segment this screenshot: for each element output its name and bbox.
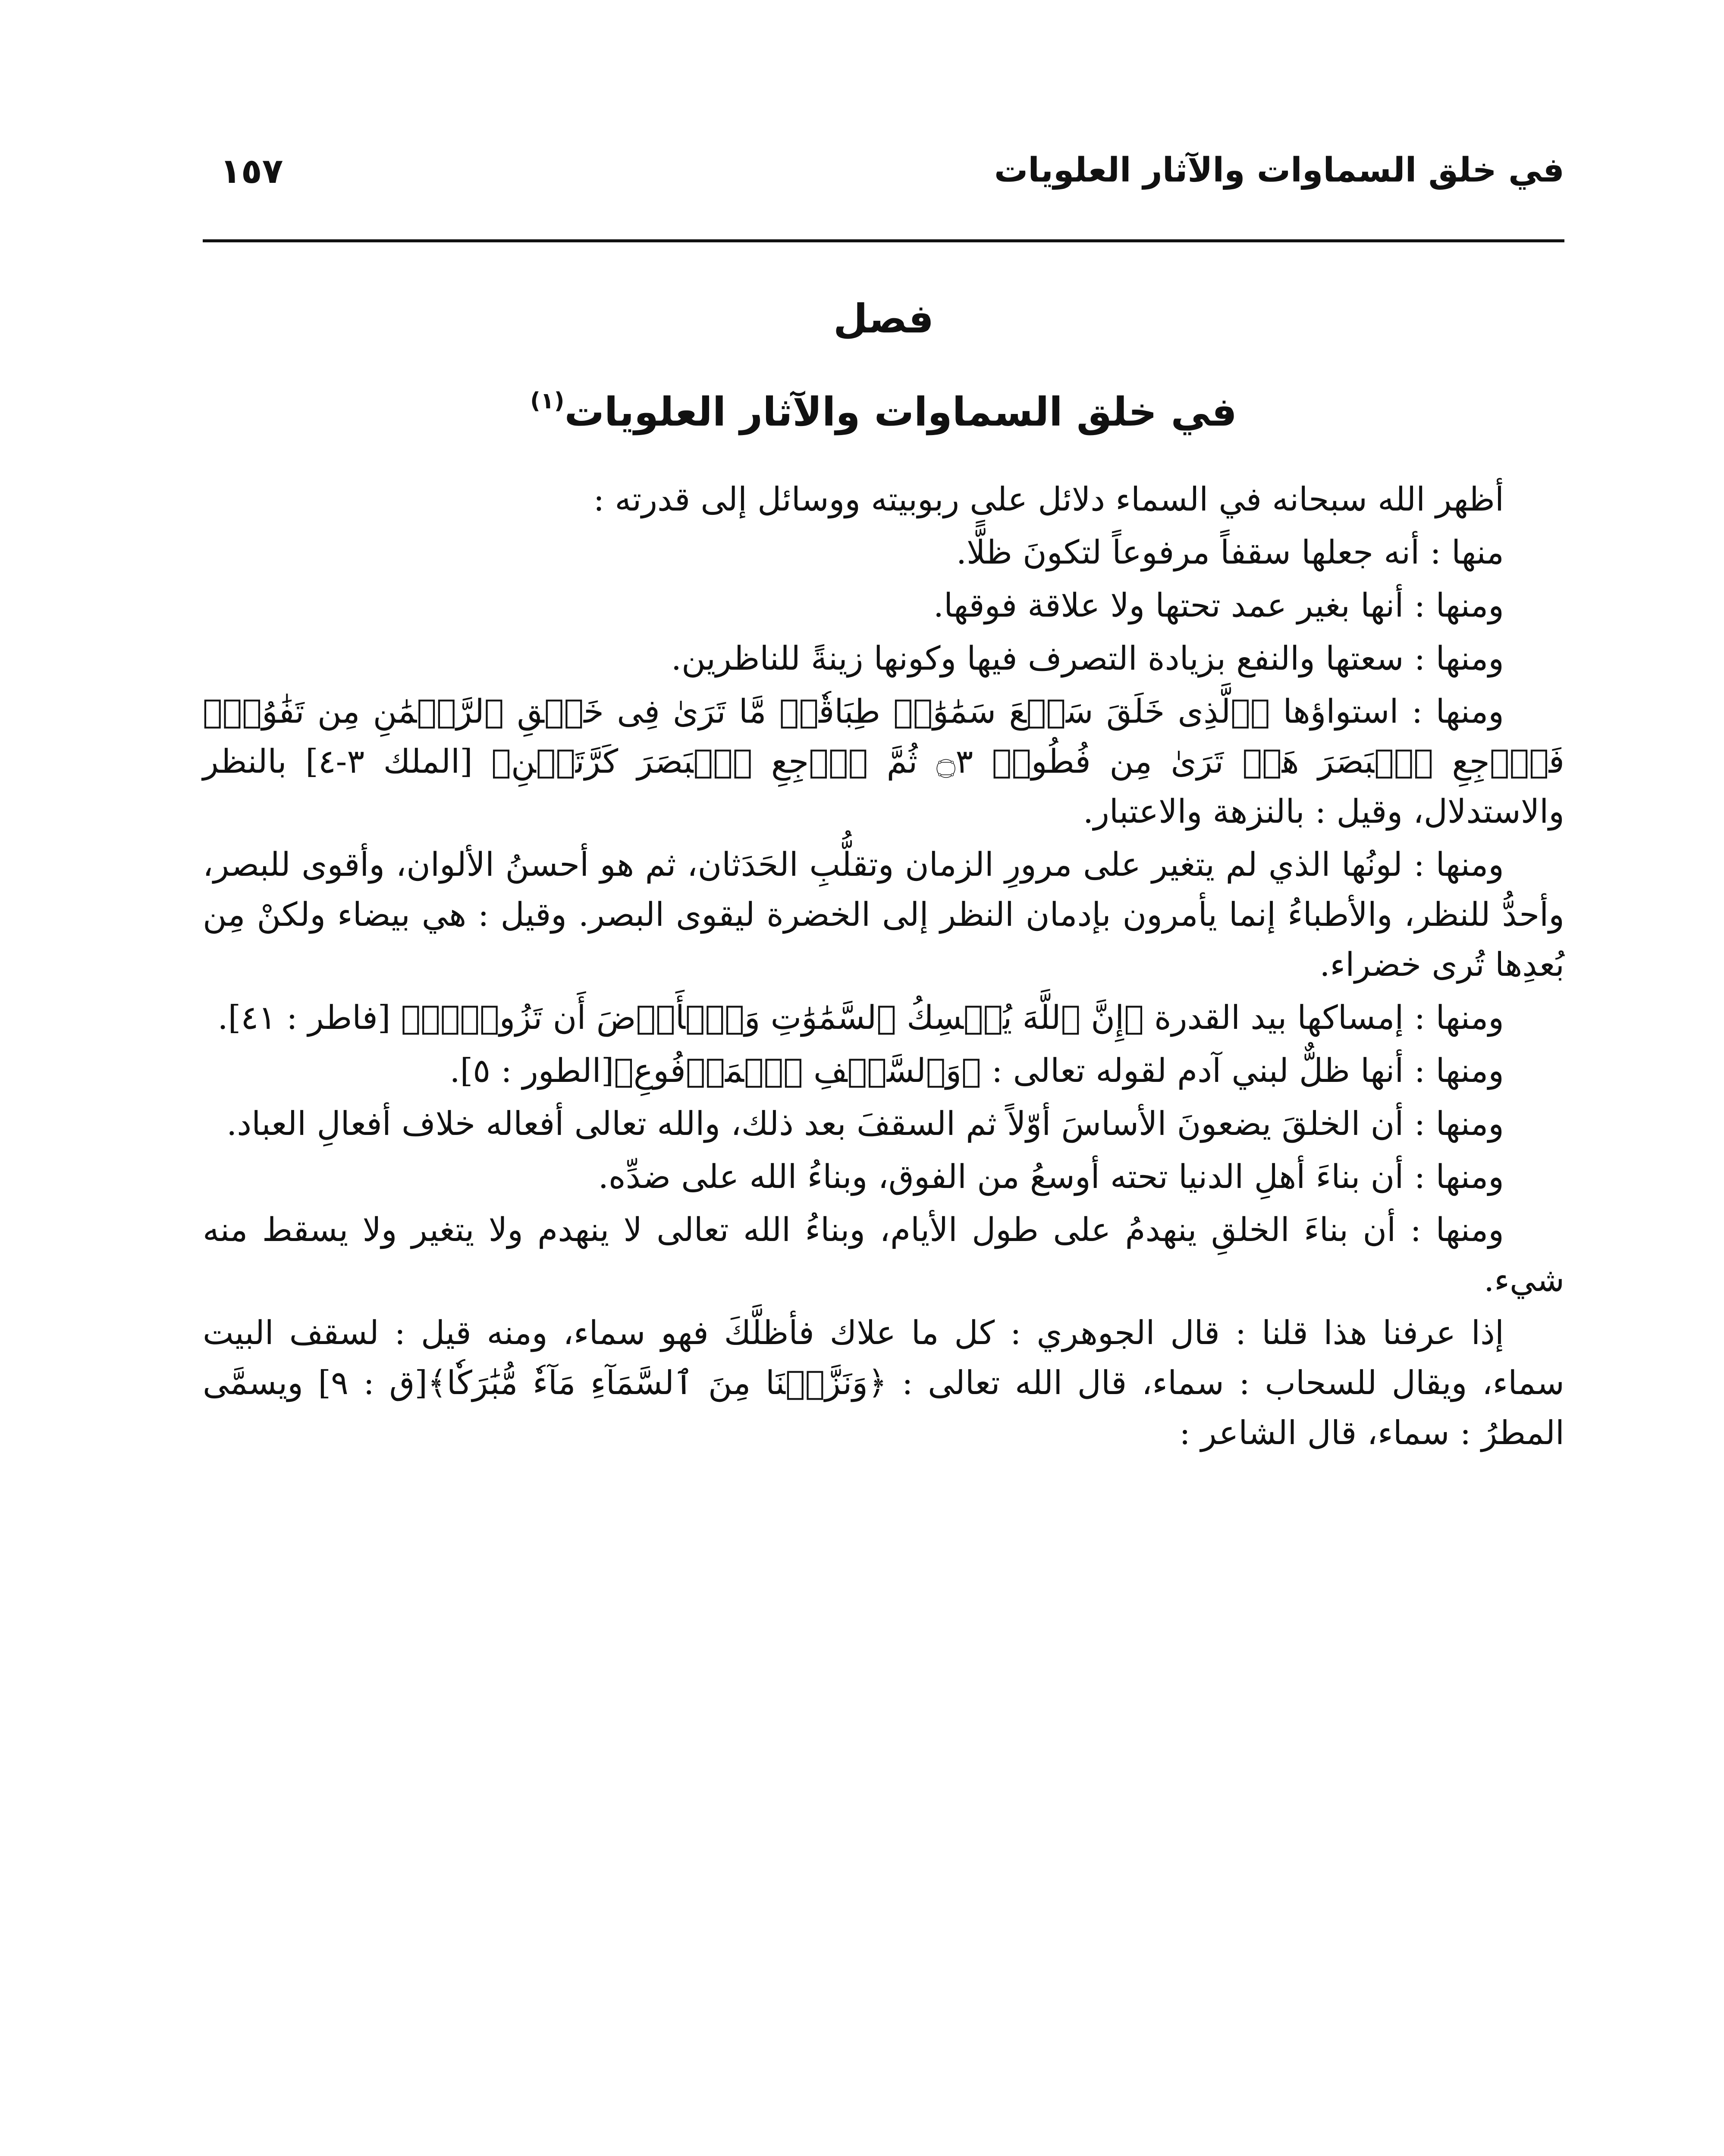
quran-verse: ﴿وَٱلسَّقۡفِ ٱلۡمَرۡفُوعِ﴾ xyxy=(614,1051,981,1090)
paragraph-text: ومنها : استواؤها xyxy=(1270,692,1504,730)
paragraph-vastness: ومنها : سعتها والنفع بزيادة التصرف فيها وكونها زينةً للناظرين. xyxy=(671,639,1504,677)
running-title: في خلق السماوات والآثار العلويات xyxy=(994,151,1564,190)
paragraph-ceiling: منها : أنه جعلها سقفاً مرفوعاً لتكونَ ظلًّا. xyxy=(956,533,1504,571)
paragraph-text: ومنها : أنها ظلٌّ لبني آدم لقوله تعالى : xyxy=(981,1051,1504,1090)
section-title-text: في خلق السماوات والآثار العلويات xyxy=(564,389,1237,435)
body-text xyxy=(203,474,1564,1461)
header-rule xyxy=(203,239,1564,242)
paragraph-intro: أظهر الله سبحانه في السماء دلائل على ربوبيته ووسائل إلى قدرته : xyxy=(593,480,1504,518)
paragraph-permanence: ومنها : أن بناءَ الخلقِ ينهدمُ على طول الأيام، وبناءُ الله تعالى لا ينهدم ولا يتغير ولا يسقط منه شيء. xyxy=(203,1210,1564,1299)
paragraph-pillars: ومنها : أنها بغير عمد تحتها ولا علاقة فوقها. xyxy=(933,586,1504,624)
paragraph-text: [فاطر : ٤١]. xyxy=(217,998,401,1037)
paragraph-text: [الملك ٣-٤] بالنظر والاستدلال، وقيل : بالنزهة والاعتبار. xyxy=(203,742,1564,830)
section-title xyxy=(203,358,1564,455)
paragraph-text: ومنها : إمساكها بيد القدرة xyxy=(1143,998,1504,1037)
paragraph-text: إذا عرفنا هذا قلنا : قال الجوهري : كل ما علاك فأظلَّكَ فهو سماء، ومنه قيل : لسقف البيت سماء، ويقال للسحاب : سماء، قال الله تعالى : xyxy=(203,1313,1564,1402)
page-number: ١٥٧ xyxy=(220,151,283,191)
paragraph-text: [الطور : ٥]. xyxy=(449,1051,614,1090)
section-heading xyxy=(203,280,1564,455)
paragraph-holding xyxy=(203,993,1564,1043)
running-header xyxy=(203,142,1564,198)
quran-verse: ﴿ٱلَّذِى خَلَقَ سَبۡعَ سَمَٰوَٰتٖ طِبَاقٗاۖ مَّا تَرَىٰ فِى خَلۡقِ ٱلرَّحۡمَٰنِ مِن تَفَٰوُتٖۖ فَٱرۡجِعِ ٱلۡبَصَرَ هَلۡ تَرَىٰ مِن فُطُورٖ ۝٣ ثُمَّ ٱرۡجِعِ ٱلۡبَصَرَ كَرَّتَيۡنِ﴾ xyxy=(203,692,1565,780)
paragraph-definition xyxy=(203,1308,1564,1458)
quran-verse: ﴿وَنَزَّلۡنَا مِنَ ٱلسَّمَآءِ مَآءٗ مُّبَٰرَكٗا﴾ xyxy=(427,1363,887,1402)
paragraph-text: [ق : ٩] ويسمَّى المطرُ : سماء، قال الشاعر : xyxy=(203,1363,1564,1452)
paragraph-shade xyxy=(203,1046,1564,1096)
footnote-reference[interactable]: (١) xyxy=(530,388,565,414)
section-label: فصل xyxy=(833,296,934,342)
paragraph-color: ومنها : لونُها الذي لم يتغير على مرورِ الزمان وتقلُّبِ الحَدَثان، ثم هو أحسنُ الألوان، وأقوى للبصر، وأحدُّ للنظر، والأطباءُ إنما يأمرون بإدمان النظر إلى الخضرة ليقوى البصر. وقيل : هي بيضاء ولكنْ مِن بُعدِها تُرى خضراء. xyxy=(203,845,1564,984)
paragraph-evenness xyxy=(203,686,1564,837)
paragraph-foundation: ومنها : أن الخلقَ يضعونَ الأساسَ أوّلاً ثم السقفَ بعد ذلك، والله تعالى أفعاله خلاف أفعالِ العباد. xyxy=(226,1104,1504,1143)
paragraph-width: ومنها : أن بناءَ أهلِ الدنيا تحته أوسعُ من الفوق، وبناءُ الله على ضدِّه. xyxy=(598,1157,1504,1196)
quran-verse: ﴿إِنَّ ٱللَّهَ يُمۡسِكُ ٱلسَّمَٰوَٰتِ وَٱلۡأَرۡضَ أَن تَزُولَاۚ﴾ xyxy=(401,998,1144,1037)
